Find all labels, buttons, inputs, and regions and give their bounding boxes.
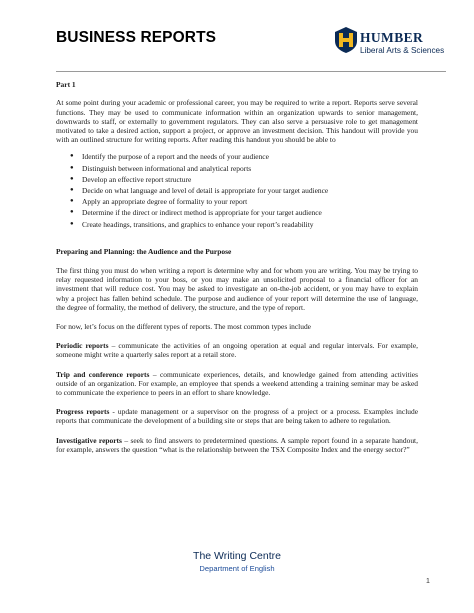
footer-title: The Writing Centre (193, 550, 281, 562)
report-type-text: - update management or a supervisor on the progress of a project or a process. Examples include reports that communicate the development of a building site or steps that are being taken to adhere to regulation. (56, 407, 418, 426)
report-type-term: Periodic reports (56, 341, 109, 351)
bullet-icon: ● (70, 187, 74, 194)
logo-subtitle: Liberal Arts & Sciences (360, 46, 445, 55)
bullet-icon: ● (70, 209, 74, 216)
report-type-term: Progress reports (56, 407, 110, 417)
report-type-term: Trip and conference reports (56, 369, 150, 379)
section-heading: Preparing and Planning: the Audience and the Purpose (56, 246, 232, 256)
list-item (70, 196, 418, 207)
planning-paragraph: The first thing you must do when writing a report is determine why and for whom you are writing. You may be trying to relay requested information to your boss, or you may make an unsolicited proposal to a financial officer for an investment that will reduce cost. You may be asked to investigate an on-the-job accident, or you may have to explain why a project has fallen behind schedule. The purpose and audience of your report will determine the use of language, the degree of formality, the method of delivery, the structure, and the type of report. (56, 266, 418, 312)
logo-name: HUMBER (360, 30, 424, 45)
list-item (70, 219, 418, 230)
report-type-investigative (56, 436, 418, 454)
list-item (70, 163, 418, 174)
list-item-text: Determine if the direct or indirect method is appropriate for your target audience (82, 208, 322, 218)
list-item-text: Distinguish between informational and analytical reports (82, 163, 252, 173)
list-item-text: Identify the purpose of a report and the needs of your audience (82, 152, 269, 162)
list-item-text: Decide on what language and level of detail is appropriate for your target audience (82, 186, 329, 196)
list-item-text: Create headings, transitions, and graphics to enhance your report’s readability (82, 219, 314, 229)
intro-paragraph: At some point during your academic or professional career, you may be required to write a report. Reports serve several functions. They may be used to communicate information within an organization upwards to senior management, downwards to staff, or externally to government regulators. They can also serve a persuasive role to get management motivated to take a desired action, support a project, or approve an investment decision. This handout will provide you with an outlined structure for writing reports. After reading this handout you should be able to (56, 98, 418, 145)
page-number: 1 (426, 578, 430, 585)
humber-logo (334, 26, 452, 66)
report-type-text: – seek to find answers to predetermined questions. A sample report found in a separate handout, for example, answers the question “what is the relationship between the TSX Composite Index and the energy sector?” (56, 435, 418, 454)
report-type-trip (56, 370, 418, 398)
report-type-progress (56, 407, 418, 425)
bullet-icon: ● (70, 153, 74, 160)
list-item (70, 174, 418, 185)
footer-subtitle: Department of English (199, 564, 275, 573)
list-item (70, 185, 418, 196)
report-type-text: – communicate experiences, details, and knowledge gained from attending activities outside of an organization. For example, an employee that spends a weekend attending a training seminar may be asked to communicate the experience to peers in an effort to share knowledge. (56, 369, 418, 398)
report-type-text: – communicate the activities of an ongoing operation at equal and regular intervals. For example, someone might write a quarterly sales report at a retail store. (56, 341, 418, 360)
header-divider (56, 71, 446, 72)
document-title: BUSINESS REPORTS (56, 29, 217, 46)
part-heading: Part 1 (56, 80, 76, 89)
report-type-term: Investigative reports (56, 435, 122, 445)
document-body (56, 80, 418, 454)
types-intro: For now, let’s focus on the different types of reports. The most common types include (56, 322, 311, 332)
objectives-list (56, 151, 418, 229)
humber-shield-icon (334, 26, 358, 54)
bullet-icon: ● (70, 220, 74, 227)
list-item (70, 207, 418, 218)
bullet-icon: ● (70, 198, 74, 205)
list-item (70, 151, 418, 162)
list-item-text: Develop an effective report structure (82, 174, 192, 184)
list-item-text: Apply an appropriate degree of formality to your report (82, 197, 248, 207)
bullet-icon: ● (70, 164, 74, 171)
bullet-icon: ● (70, 175, 74, 182)
report-type-periodic (56, 341, 418, 359)
